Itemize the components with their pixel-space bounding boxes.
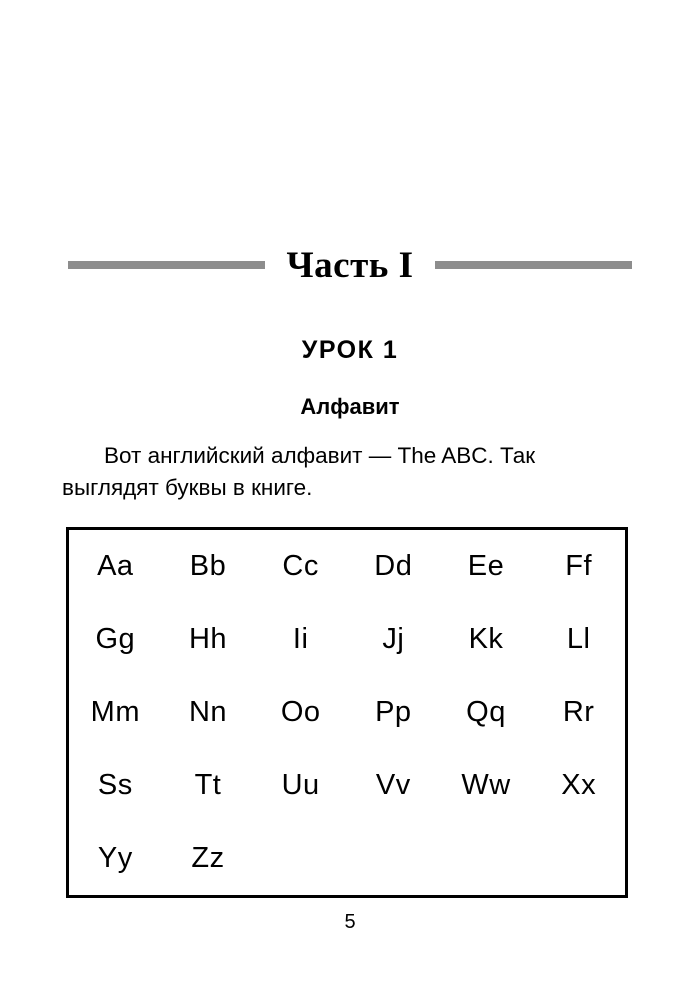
alphabet-cell: Vv	[375, 769, 411, 801]
alphabet-cell: Gg	[95, 623, 136, 655]
alphabet-cell: Pp	[375, 696, 412, 728]
alphabet-cell: Ii	[292, 623, 309, 655]
alphabet-cell: Oo	[280, 696, 321, 728]
alphabet-cell: Hh	[188, 623, 228, 655]
alphabet-cell: Uu	[281, 769, 320, 801]
lesson-title: УРОК 1	[301, 336, 399, 364]
heading-rule-right	[435, 261, 632, 269]
alphabet-box	[66, 527, 628, 898]
alphabet-cell: Ee	[467, 550, 505, 582]
alphabet-cell: Mm	[90, 696, 140, 728]
alphabet-cell: Ff	[565, 550, 593, 582]
part-heading	[68, 243, 632, 287]
alphabet-cell: Jj	[382, 623, 405, 655]
alphabet-cell: Ll	[566, 623, 591, 655]
alphabet-cell: Aa	[97, 550, 134, 582]
alphabet-cell: Dd	[374, 550, 413, 582]
alphabet-cell: Nn	[188, 696, 228, 728]
heading-rule-left	[68, 261, 265, 269]
intro-paragraph: Вот английский алфавит — The ABC. Так выглядят буквы в книге.	[62, 443, 536, 500]
part-title: Часть I	[286, 244, 414, 286]
alphabet-cell: Rr	[562, 696, 595, 728]
alphabet-cell: Qq	[466, 696, 506, 728]
alphabet-cell: Cc	[282, 550, 319, 582]
alphabet-cell: Yy	[97, 842, 133, 874]
alphabet-cell: Zz	[191, 842, 225, 874]
alphabet-cell: Kk	[468, 623, 504, 655]
page-number: 5	[344, 911, 356, 933]
alphabet-cell: Tt	[194, 769, 222, 801]
alphabet-cell: Xx	[561, 769, 597, 801]
section-title: Алфавит	[300, 394, 400, 419]
alphabet-cell: Ss	[97, 769, 133, 801]
alphabet-grid	[69, 530, 625, 895]
alphabet-cell: Ww	[461, 769, 511, 801]
alphabet-cell: Bb	[189, 550, 227, 582]
